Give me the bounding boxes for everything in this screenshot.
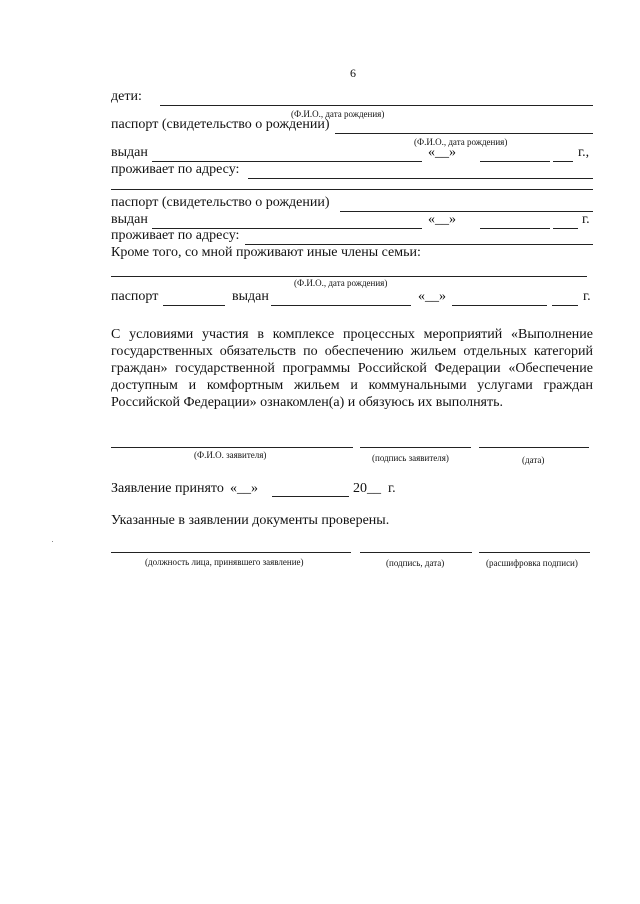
- other-issued-label: выдан: [232, 289, 269, 304]
- applicant-fio-line: [111, 447, 353, 448]
- consent-line: граждан» государственной программы Российской Федерации «Обеспечение: [111, 361, 593, 376]
- verified-text: Указанные в заявлении документы проверены.: [111, 513, 390, 528]
- applicant-date-line: [479, 447, 589, 448]
- other-members-label: Кроме того, со мной проживают иные члены семьи:: [111, 245, 421, 260]
- official-position-caption: (должность лица, принявшего заявление): [145, 557, 304, 567]
- other-date-quote: «__»: [418, 289, 446, 304]
- official-decode-line: [479, 552, 590, 553]
- official-signature-caption: (подпись, дата): [386, 558, 445, 568]
- child1-year-suffix: г.,: [578, 145, 590, 160]
- accepted-prefix: Заявление принято: [111, 481, 224, 496]
- consent-paragraph: [111, 326, 593, 411]
- other-members-fio-line: [111, 276, 587, 277]
- accepted-date-quote: «__»: [230, 481, 258, 496]
- other-year-suffix: г.: [583, 289, 591, 304]
- page-number: 6: [350, 66, 356, 80]
- applicant-signature-caption: (подпись заявителя): [372, 453, 449, 463]
- child1-address-line: [248, 178, 593, 179]
- consent-line: Российской Федерации» ознакомлен(а) и обязуюсь их выполнять.: [111, 395, 503, 410]
- child1-year-line: [553, 161, 573, 162]
- child1-passport-caption: (Ф.И.О., дата рождения): [414, 137, 508, 147]
- child2-year-suffix: г.: [582, 212, 590, 227]
- consent-line: государственных обязательств по обеспечению жильем отдельных категорий: [111, 344, 593, 359]
- accepted-year-suffix: г.: [388, 481, 396, 496]
- children-label: дети:: [111, 89, 142, 104]
- child2-issued-label: выдан: [111, 212, 148, 227]
- child2-address-label: проживает по адресу:: [111, 228, 240, 243]
- child2-date-line: [480, 228, 550, 229]
- child2-date-quote: «__»: [428, 212, 456, 227]
- other-passport-line: [163, 305, 225, 306]
- accepted-year-prefix: 20__: [353, 481, 381, 496]
- children-fio-line: [160, 105, 593, 106]
- child1-passport-line: [335, 133, 593, 134]
- applicant-fio-caption: (Ф.И.О. заявителя): [194, 450, 267, 460]
- other-date-line: [452, 305, 547, 306]
- other-issued-line: [271, 305, 411, 306]
- children-fio-caption: (Ф.И.О., дата рождения): [291, 109, 385, 119]
- accepted-month-line: [272, 496, 349, 497]
- child1-address-line-2: [111, 189, 593, 190]
- child1-address-label: проживает по адресу:: [111, 162, 240, 177]
- child1-passport-label: паспорт (свидетельство о рождении): [111, 117, 330, 132]
- applicant-date-caption: (дата): [522, 455, 545, 465]
- child1-date-line: [480, 161, 550, 162]
- child2-passport-label: паспорт (свидетельство о рождении): [111, 195, 330, 210]
- child1-issued-label: выдан: [111, 145, 148, 160]
- official-signature-line: [360, 552, 472, 553]
- child1-date-quote: «__»: [428, 145, 456, 160]
- child2-year-line: [553, 228, 578, 229]
- other-passport-label: паспорт: [111, 289, 159, 304]
- official-decode-caption: (расшифровка подписи): [486, 558, 578, 568]
- consent-line: С условиями участия в комплексе процессных мероприятий «Выполнение: [111, 327, 593, 342]
- applicant-signature-line: [360, 447, 471, 448]
- consent-line: доступным и комфортным жильем и коммунальными услугами граждан: [111, 378, 593, 393]
- scan-speck: [52, 541, 53, 542]
- other-members-fio-caption: (Ф.И.О., дата рождения): [294, 278, 388, 288]
- other-year-line: [552, 305, 578, 306]
- official-position-line: [111, 552, 351, 553]
- child2-passport-line: [340, 211, 593, 212]
